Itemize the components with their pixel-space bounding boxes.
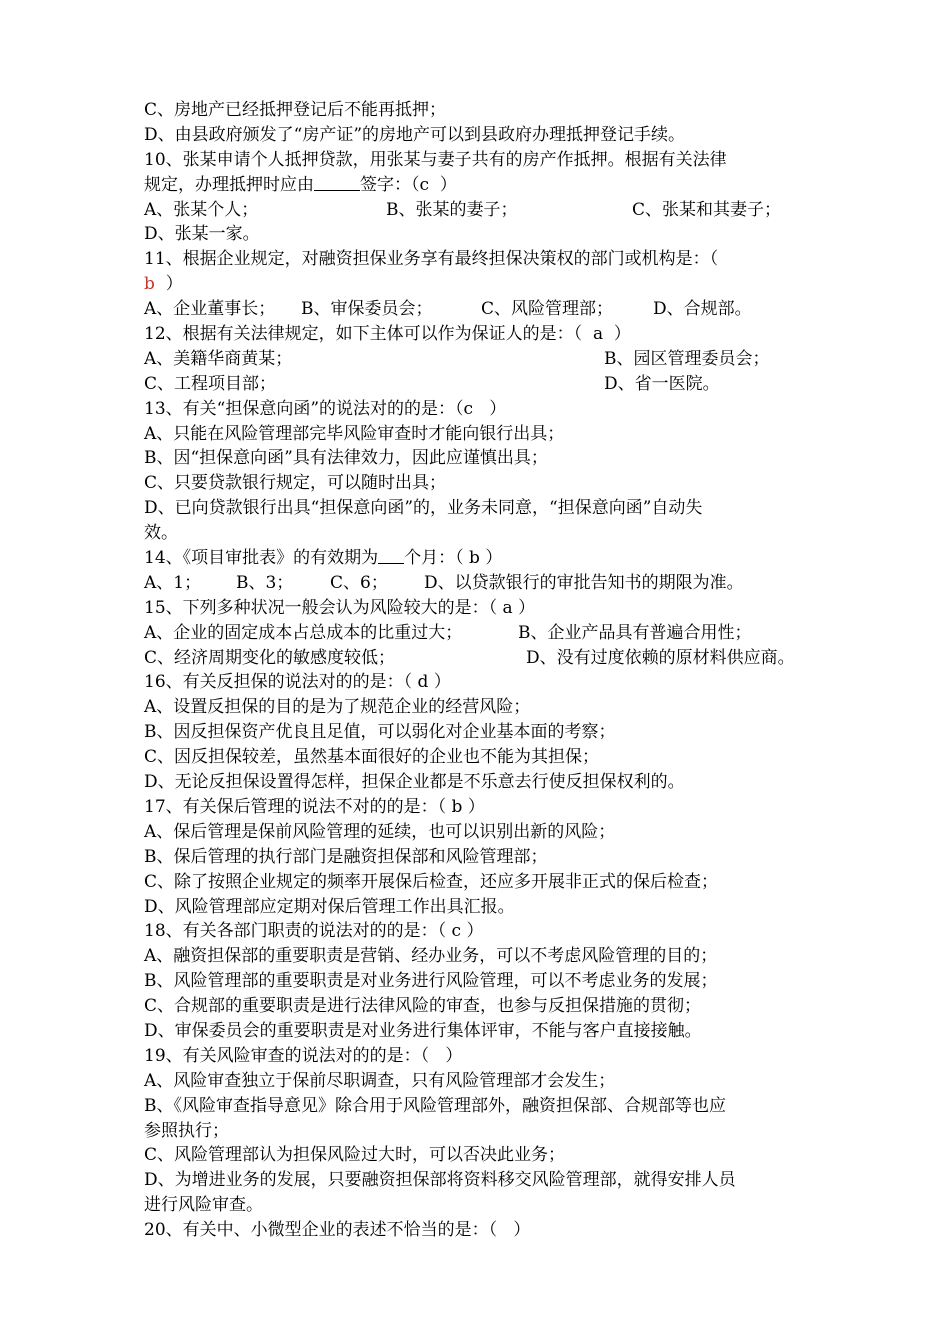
text-span: 个月：（ b ） bbox=[404, 548, 503, 569]
option-a: A、只能在风险管理部完毕风险审查时才能向银行出具； bbox=[144, 423, 565, 444]
option-c: C、合规部的重要职责是进行法律风险的审查，也参与反担保措施的贯彻； bbox=[144, 996, 702, 1017]
option-a: A、设置反担保的目的是为了规范企业的经营风险； bbox=[144, 697, 531, 718]
option-b: B、因反担保资产优良且足值，可以弱化对企业基本面的考察； bbox=[144, 722, 616, 743]
option-c: C、经济周期变化的敏感度较低； bbox=[144, 647, 396, 668]
option-b: B、保后管理的执行部门是融资担保部和风险管理部； bbox=[144, 846, 548, 867]
question-14 bbox=[144, 546, 824, 571]
question-10-cont bbox=[144, 173, 824, 198]
options-row bbox=[144, 646, 824, 671]
answer-letter: b bbox=[144, 274, 155, 295]
option-a: A、风险审查独立于保前尽职调查，只有风险管理部才会发生； bbox=[144, 1070, 616, 1091]
option-c: C、张某和其妻子； bbox=[632, 199, 782, 220]
options-row bbox=[144, 621, 824, 646]
option-d: D、以贷款银行的审批告知书的期限为准。 bbox=[424, 572, 744, 593]
text-line: D、由县政府颁发了“房产证”的房地产可以到县政府办理抵押登记手续。 bbox=[144, 124, 686, 145]
option-c: C、风险管理部认为担保风险过大时，可以否决此业务； bbox=[144, 1145, 566, 1166]
option-a: A、企业的固定成本占总成本的比重过大； bbox=[144, 622, 463, 643]
question-10: 10、张某申请个人抵押贷款，用张某与妻子共有的房产作抵押。根据有关法律 bbox=[144, 149, 727, 170]
question-15: 15、下列多种状况一般会认为风险较大的是：（ a ） bbox=[144, 597, 536, 618]
option-b-cont: 参照执行； bbox=[144, 1120, 229, 1141]
answer-blank bbox=[314, 175, 360, 191]
option-c: C、6； bbox=[330, 572, 388, 593]
option-b: B、企业产品具有普遍合用性； bbox=[518, 622, 752, 643]
option-c: C、因反担保较差，虽然基本面很好的企业也不能为其担保； bbox=[144, 747, 600, 768]
options-row bbox=[144, 571, 824, 596]
text-span: 规定，办理抵押时应由 bbox=[144, 174, 314, 195]
question-11-cont bbox=[144, 272, 824, 297]
text-line: C、房地产已经抵押登记后不能再抵押； bbox=[144, 100, 447, 120]
option-b: B、因“担保意向函”具有法律效力，因此应谨慎出具； bbox=[144, 448, 548, 469]
option-d: D、为增进业务的发展，只要融资担保部将资料移交风险管理部，就得安排人员 bbox=[144, 1170, 736, 1191]
option-a: A、1； bbox=[144, 572, 202, 593]
option-b: B、园区管理委员会； bbox=[604, 348, 770, 369]
option-c: C、风险管理部； bbox=[481, 299, 614, 320]
answer-blank bbox=[378, 548, 404, 564]
option-d: D、张某一家。 bbox=[144, 224, 260, 245]
option-a: A、企业董事长； bbox=[144, 299, 276, 320]
option-d: D、无论反担保设置得怎样，担保企业都是不乐意去行使反担保权利的。 bbox=[144, 772, 685, 793]
question-18: 18、有关各部门职责的说法对的的是：（ c ） bbox=[144, 921, 484, 942]
option-d: D、审保委员会的重要职责是对业务进行集体评审，不能与客户直接接触。 bbox=[144, 1020, 702, 1041]
text-span: 签字：（c ） bbox=[360, 174, 457, 195]
option-a: A、张某个人； bbox=[144, 199, 259, 220]
option-c: C、工程项目部； bbox=[144, 373, 277, 394]
option-a: A、融资担保部的重要职责是营销、经办业务，可以不考虑风险管理的目的； bbox=[144, 946, 718, 967]
option-b: B、张某的妻子； bbox=[386, 199, 518, 220]
question-17: 17、有关保后管理的说法不对的的是：（ b ） bbox=[144, 796, 485, 817]
option-d: D、已向贷款银行出具“担保意向函”的，业务未同意，“担保意向函”自动失 bbox=[144, 498, 703, 519]
document-page bbox=[144, 98, 824, 1243]
text-span: 14、《项目审批表》的有效期为 bbox=[144, 548, 379, 569]
question-16: 16、有关反担保的说法对的的是：（ d ） bbox=[144, 672, 451, 693]
option-d: D、省一医院。 bbox=[604, 373, 720, 394]
option-d: D、没有过度依赖的原材料供应商。 bbox=[526, 647, 795, 668]
options-row bbox=[144, 372, 824, 397]
option-a: A、保后管理是保前风险管理的延续，也可以识别出新的风险； bbox=[144, 821, 616, 842]
question-19: 19、有关风险审查的说法对的的是：（ ） bbox=[144, 1045, 463, 1066]
question-11: 11、根据企业规定，对融资担保业务享有最终担保决策权的部门或机构是：（ bbox=[144, 249, 719, 270]
option-d: D、合规部。 bbox=[653, 299, 752, 320]
option-c: C、除了按照企业规定的频率开展保后检查，还应多开展非正式的保后检查； bbox=[144, 871, 719, 892]
options-row bbox=[144, 198, 824, 223]
options-row bbox=[144, 297, 824, 322]
option-a: A、美籍华商黄某； bbox=[144, 348, 293, 369]
options-row bbox=[144, 347, 824, 372]
question-13: 13、有关“担保意向函”的说法对的的是：（c ） bbox=[144, 398, 507, 419]
option-d-cont: 效。 bbox=[144, 523, 178, 544]
option-b: B、《风险审查指导意见》除合用于风险管理部外，融资担保部、合规部等也应 bbox=[144, 1095, 726, 1116]
option-b: B、审保委员会； bbox=[301, 299, 433, 320]
option-c: C、只要贷款银行规定，可以随时出具； bbox=[144, 473, 447, 494]
option-d: D、风险管理部应定期对保后管理工作出具汇报。 bbox=[144, 896, 515, 917]
option-d-cont: 进行风险审查。 bbox=[144, 1195, 263, 1216]
option-b: B、风险管理部的重要职责是对业务进行风险管理，可以不考虑业务的发展； bbox=[144, 971, 718, 992]
option-b: B、3； bbox=[236, 572, 294, 593]
question-12: 12、根据有关法律规定，如下主体可以作为保证人的是：（ a ） bbox=[144, 324, 631, 345]
text-span: ） bbox=[154, 274, 183, 295]
question-20: 20、有关中、小微型企业的表述不恰当的是：（ ） bbox=[144, 1220, 531, 1241]
